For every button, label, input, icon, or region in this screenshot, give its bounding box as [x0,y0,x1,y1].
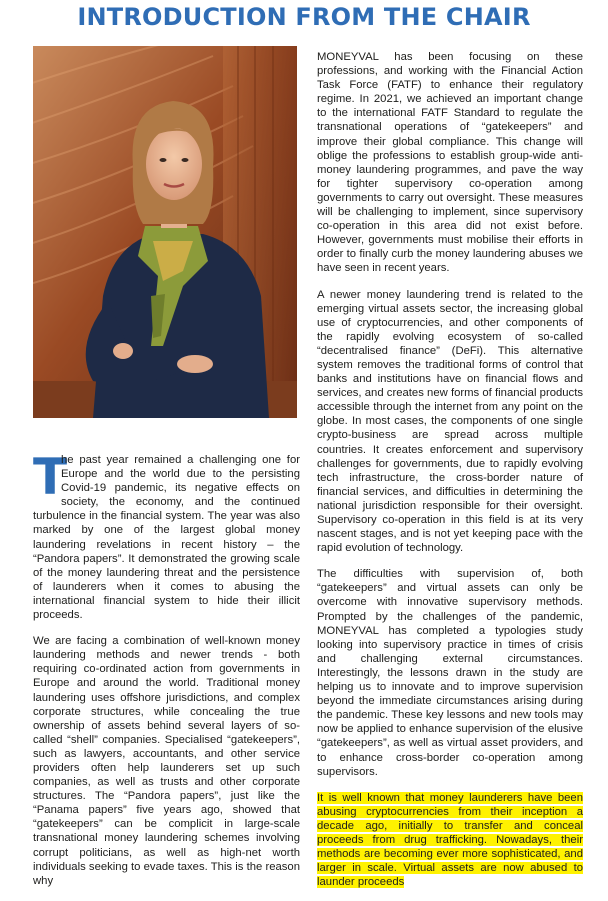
portrait-photo [33,46,297,418]
paragraph-text: he past year remained a challenging one for Europe and the world due to the persisting Covid-19 pandemic, its negative effects on society, the economy, and the continued turbulence in the financial system. The year was also marked by one of the largest global money laundering revelations in recent history – the “Pandora papers”. It demonstrated the growing scale of the money laundering threat and the persistence of launderers when it comes to abusing the international financial system to hide their illicit proceeds. [33,454,300,622]
paragraph: We are facing a combination of well-known money laundering methods and newer trends - both requiring co-ordinated action from governments in Europe and around the world. Traditional money laundering uses offshore jurisdictions, and complex corporate structures, while concealing the true ownership of assets behind several layers of so-called “shell” companies. Specialised “gatekeepers”, such as lawyers, accountants, and other service providers often help launderers set up such companies, as well as trusts and other corporate structures. The “Pandora papers”, just like the “Panama papers” five years ago, showed that “gatekeepers” can be complicit in large-scale transnational money laundering schemes involving corrupt politicians, as well as high-net worth individuals seeking to evade taxes. This is the reason why [33,635,300,887]
left-column [33,448,300,900]
page-title: INTRODUCTION FROM THE CHAIR [77,3,531,31]
drop-cap: T [33,448,68,506]
right-column [317,50,583,901]
paragraph: The difficulties with supervision of, both “gatekeepers” and virtual assets can only be overcome with innovative supervisory methods. Prompted by the challenges of the pandemic, MONEYVAL has completed a typologies study looking into supervisory practice in times of crisis and challenging external circumstances. Interestingly, the lessons drawn in the study are helping us to innovate and to improve supervision beyond the immediate circumstances arising during the pandemic. These key lessons and new tools may now be applied to enhance supervision of the elusive “gatekeepers”, as well as virtual asset providers, and to enhance cross-border co-operation among supervisors. [317,568,583,778]
paragraph [317,791,583,890]
highlighted-text: It is well known that money launderers have been abusing cryptocurrencies from their inception a decade ago, initially to transfer and conceal proceeds from drug trafficking. Nowadays, their methods are becoming ever more sophisticated, and larger in scale. Virtual assets are now abused to launder proceeds [317,791,583,889]
paragraph: MONEYVAL has been focusing on these professions, and working with the Financial Action Task Force (FATF) to enhance their regulatory regime. In 2021, we achieved an important change to the international FATF Standard to regulate the transnational operations of “gatekeepers” and improve their global compliance. This change will oblige the professions to establish group-wide anti-money laundering programmes, and pave the way for tighter supervisory co-operation among governments to carry out oversight. These measures will be challenging to implement, since supervisory co-operation in this area did not exist before. However, governments must mobilise their efforts in order to finally curb the money laundering abuses we have seen in recent years. [317,51,583,275]
paragraph [33,448,300,622]
paragraph: A newer money laundering trend is related to the emerging virtual assets sector, the increasing global use of cryptocurrencies, and other components of the rapidly evolving ecosystem of so-called “decentralised finance” (DeFi). This alternative system removes the traditional forms of control that banks and institutions have on financial flows and services, and creates new forms of financial products accessible through the internet from any point on the globe. In most cases, the components of one single crypto-business are spread across multiple countries. It creates enforcement and supervisory challenges for governments, due to rapidly evolving tech infrastructure, the cross-border nature of financial services, and difficulties in determining the national jurisdiction responsible for their oversight. Supervisory co-operation in this field is at its very nascent stages, and is not yet keeping pace with the rapid evolution of technology. [317,288,583,555]
